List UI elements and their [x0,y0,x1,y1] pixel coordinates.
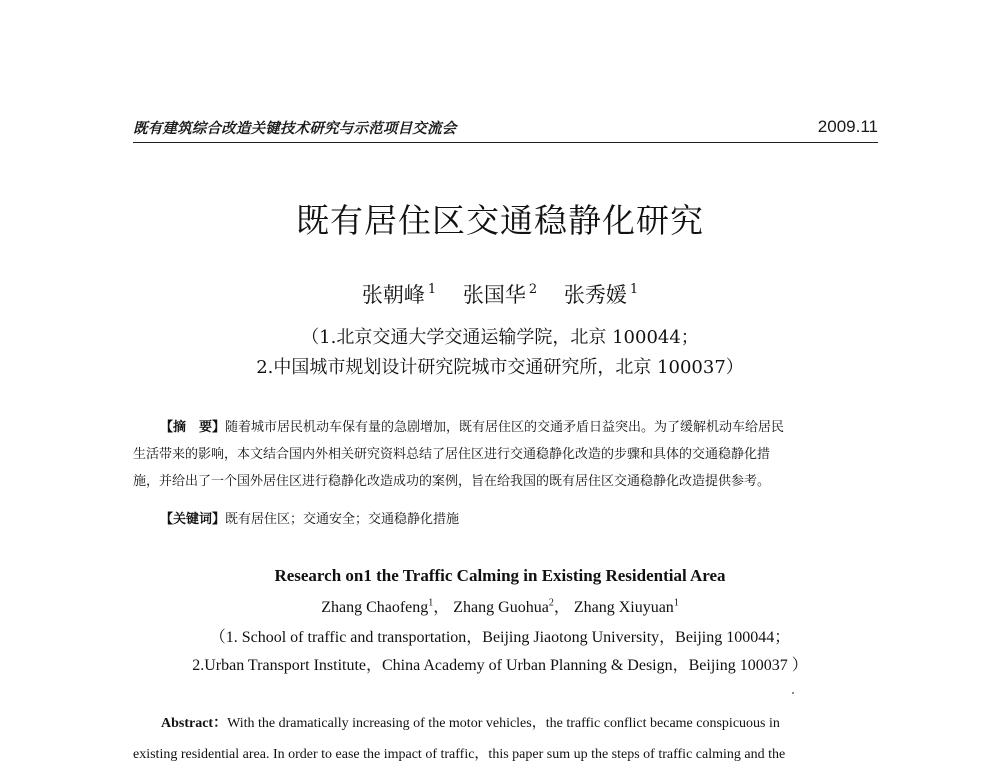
author-zh-name: 张国华 [462,283,526,307]
english-title: Research on1 the Traffic Calming in Existing Residential Area [274,566,726,585]
author-zh-name: 张秀媛 [563,283,627,307]
author-en-name: Zhang Chaofeng [321,599,429,616]
chinese-abstract-line [133,414,878,441]
author-en-name: Zhang Xiuyuan [573,599,674,616]
english-authors [0,594,1000,617]
running-header [133,117,878,141]
abstract-text-zh: 随着城市居民机动车保有量的急剧增加，既有居住区的交通矛盾日益突出。为了缓解机动车给居民 [225,420,785,435]
chinese-keywords [160,508,459,527]
author-zh-3 [564,283,638,307]
author-separator: ， [553,599,570,616]
chinese-authors [0,279,1000,309]
author-separator: ， [433,599,450,616]
english-abstract-line: existing residential area. In order to ease the impact of traffic，this paper sum up the steps of traffic calming and the [133,747,786,762]
chinese-abstract-line: 生活带来的影响，本文结合国内外相关研究资料总结了居住区进行交通稳静化改造的步骤和具体的交通稳静化措 [133,447,771,462]
english-affiliation-1: （1. School of traffic and transportation，Beijing Jiaotong University，Beijing 100044； [209,629,791,646]
chinese-affiliation-2: 2.中国城市规划设计研究院城市交通研究所，北京 100037） [256,357,744,378]
header-rule [133,142,878,143]
author-zh-affiliation-mark: 2 [528,282,538,297]
conference-name: 既有建筑综合改造关键技术研究与示范项目交流会 [133,120,457,137]
abstract-label-colon: ： [213,716,228,731]
author-zh-2 [463,283,537,307]
author-zh-name: 张朝峰 [361,283,425,307]
english-affiliation-2: 2.Urban Transport Institute，China Academy of Urban Planning & Design，Beijing 100037 ） [192,657,808,674]
author-en-affiliation-mark: 1 [428,597,434,609]
chinese-affiliation-1: （1.北京交通大学交通运输学院，北京 100044； [301,327,699,348]
chinese-abstract-line: 施，并给出了一个国外居住区进行稳静化改造成功的案例，旨在给我国的既有居住区交通稳静化改造提供参考。 [133,474,771,489]
author-en-affiliation-mark: 1 [673,597,679,609]
abstract-label-en: Abstract [161,716,214,731]
abstract-label-zh: 【摘 要】 [160,420,226,435]
author-zh-1 [362,283,436,307]
author-en-name: Zhang Guohua [453,599,549,616]
keywords-text-zh: 既有居住区；交通安全；交通稳静化措施 [225,512,460,527]
issue-date: 2009.11 [817,117,878,136]
chinese-abstract [133,414,878,495]
author-en-affiliation-mark: 2 [548,597,554,609]
scan-speck [792,692,794,694]
chinese-title: 既有居住区交通稳静化研究 [296,201,704,240]
abstract-text-en: With the dramatically increasing of the motor vehicles，the traffic conflict became conspicuous in [227,716,780,731]
english-abstract-line [133,708,878,739]
english-abstract [133,708,878,770]
author-zh-affiliation-mark: 1 [427,282,437,297]
author-zh-affiliation-mark: 1 [629,282,639,297]
keywords-label-zh: 【关键词】 [160,512,226,527]
